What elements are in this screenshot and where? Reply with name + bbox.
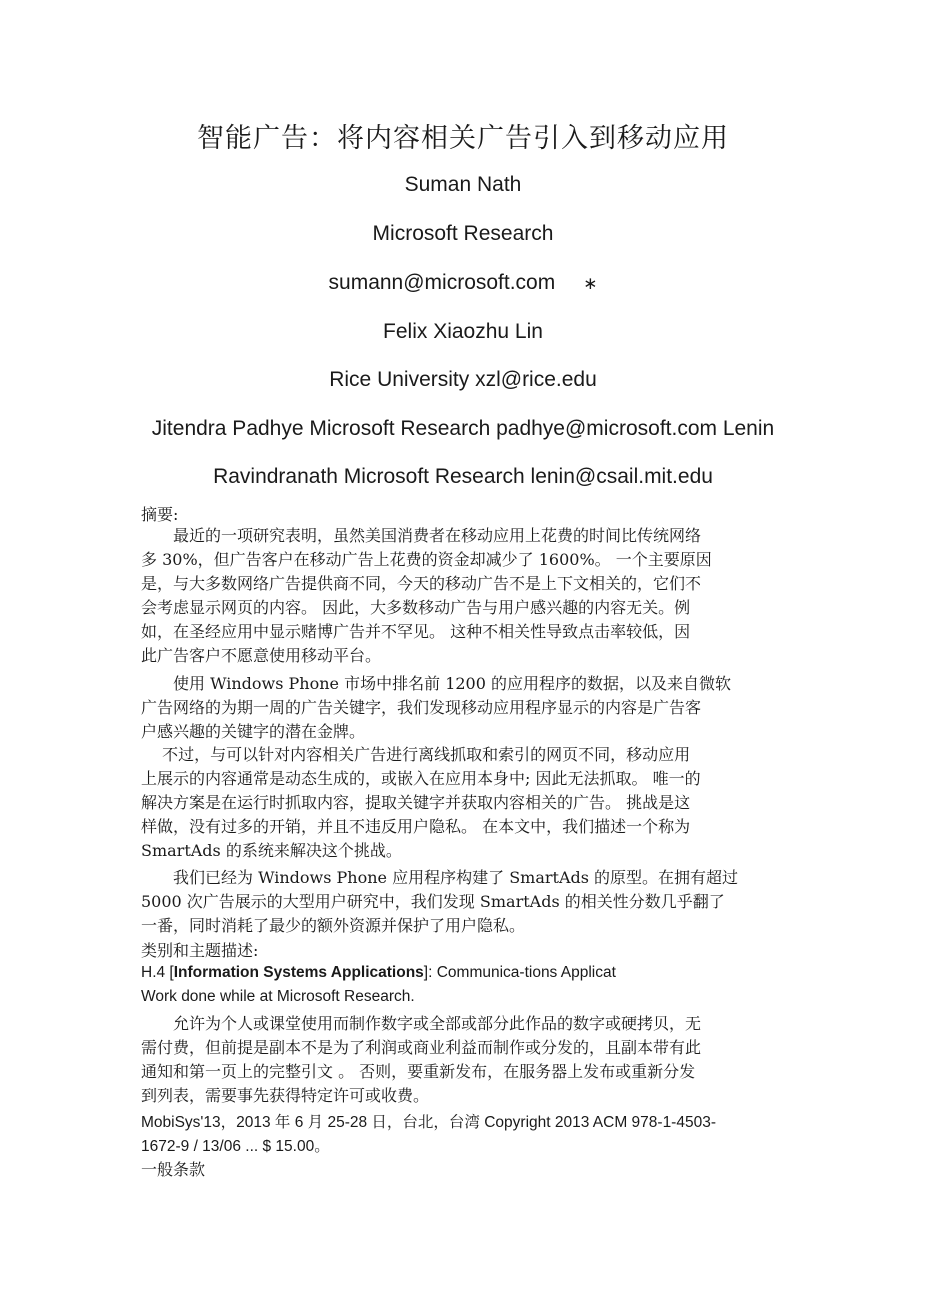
abstract-paragraph-2 (141, 672, 789, 744)
author-affiliation: Microsoft Research (372, 222, 554, 245)
text-line: 需付费，但前提是副本不是为了利润或商业利益而制作或分发的，且副本带有此 (141, 1038, 702, 1057)
abstract-paragraph-4 (141, 866, 789, 938)
text-line: SmartAds 的系统来解决这个挑战。 (141, 841, 402, 860)
conference-line: MobiSys'13，2013 年 6 月 25-28 日，台北，台湾 Copyright 2013 ACM 978-1-4503- (141, 1114, 716, 1131)
text-line: 广告网络的为期一周的广告关键字，我们发现移动应用程序显示的内容是广告客 (141, 698, 702, 717)
permission-notice (141, 1012, 789, 1108)
text-line: 会考虑显示网页的内容。 因此，大多数移动广告与用户感兴趣的内容无关。例 (141, 598, 691, 617)
author-email-line (0, 271, 926, 295)
text-line: 我们已经为 Windows Phone 应用程序构建了 SmartAds 的原型。在拥有超过 (141, 868, 739, 887)
footnote: Work done while at Microsoft Research. (141, 988, 415, 1005)
author-line: Ravindranath Microsoft Research lenin@csail.mit.edu (213, 465, 713, 488)
author-affiliation: Rice University xzl@rice.edu (329, 368, 597, 391)
categories-bold: Information Systems Applications (173, 964, 424, 981)
text-line: 如，在圣经应用中显示赌博广告并不罕见。 这种不相关性导致点击率较低，因 (141, 622, 691, 641)
conference-line: 1672-9 / 13/06 ... $ 15.00。 (141, 1138, 330, 1155)
text-line: 最近的一项研究表明，虽然美国消费者在移动应用上花费的时间比传统网络 (141, 526, 702, 545)
text-line: 多 30%，但广告客户在移动广告上花费的资金却减少了 1600%。 一个主要原因 (141, 550, 712, 569)
text-line: 样做，没有过多的开销，并且不违反用户隐私。 在本文中，我们描述一个称为 (141, 817, 691, 836)
author-name: Felix Xiaozhu Lin (383, 320, 543, 343)
general-terms-heading: 一般条款 (141, 1160, 206, 1179)
paper-title: 智能广告：将内容相关广告引入到移动应用 (197, 123, 729, 154)
abstract-paragraph-3 (141, 743, 789, 863)
categories-suffix: ]: Communica-tions Applicat (423, 964, 616, 981)
author-name: Suman Nath (404, 173, 522, 196)
text-line: 不过，与可以针对内容相关广告进行离线抓取和索引的网页不同，移动应用 (141, 745, 691, 764)
text-line: 通知和第一页上的完整引文 。 否则，要重新发布，在服务器上发布或重新分发 (141, 1062, 696, 1081)
text-line: 此广告客户不愿意使用移动平台。 (141, 646, 382, 665)
text-line: 是，与大多数网络广告提供商不同，今天的移动广告不是上下文相关的，它们不 (141, 574, 702, 593)
categories-line (141, 964, 616, 982)
text-line: 5000 次广告展示的大型用户研究中，我们发现 SmartAds 的相关性分数几乎翻了 (141, 892, 725, 911)
text-line: 一番，同时消耗了最少的额外资源并保护了用户隐私。 (141, 916, 526, 935)
text-line: 允许为个人或课堂使用而制作数字或全部或部分此作品的数字或硬拷贝，无 (141, 1014, 702, 1033)
categories-heading: 类别和主题描述: (141, 941, 259, 960)
text-line: 使用 Windows Phone 市场中排名前 1200 的应用程序的数据，以及来自微软 (141, 674, 731, 693)
author-line: Jitendra Padhye Microsoft Research padhye@microsoft.com Lenin (151, 417, 775, 440)
footnote-mark: ∗ (583, 274, 598, 293)
abstract-heading: 摘要: (141, 505, 179, 524)
text-line: 到列表，需要事先获得特定许可或收费。 (141, 1086, 430, 1105)
author-email: sumann@microsoft.com (328, 271, 556, 294)
categories-prefix: H.4 [ (141, 964, 174, 981)
text-line: 解决方案是在运行时抓取内容，提取关键字并获取内容相关的广告。 挑战是这 (141, 793, 691, 812)
text-line: 上展示的内容通常是动态生成的，或嵌入在应用本身中; 因此无法抓取。 唯一的 (141, 769, 701, 788)
abstract-paragraph-1 (141, 524, 789, 668)
text-line: 户感兴趣的关键字的潜在金牌。 (141, 722, 366, 741)
